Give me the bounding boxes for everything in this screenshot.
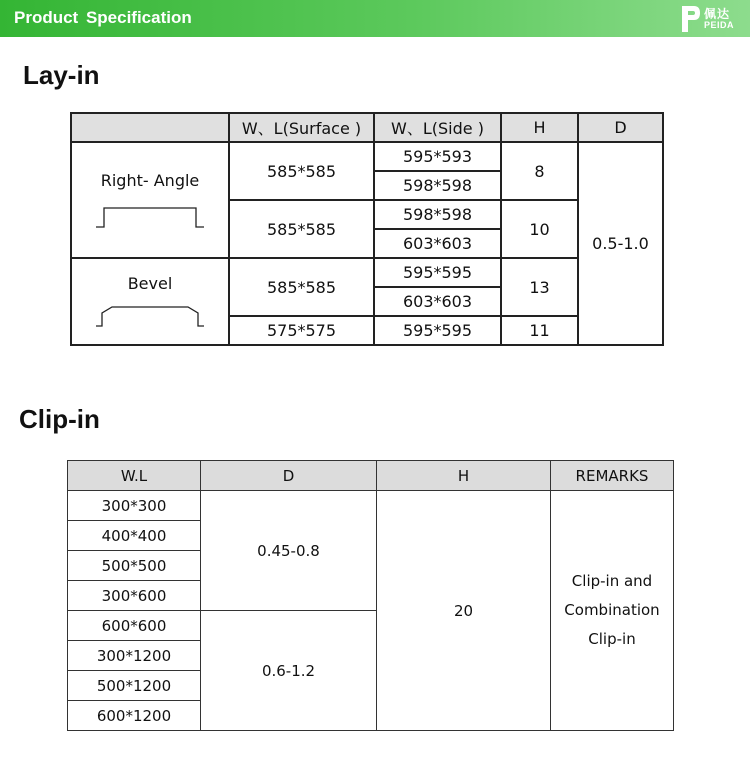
side-cell: 595*595 <box>374 316 501 345</box>
table-row <box>71 258 663 287</box>
wl-cell: 300*300 <box>68 491 201 521</box>
logo-english-text: PEIDA <box>704 20 735 30</box>
remarks-line: Combination <box>564 601 660 619</box>
layin-header-surface: W、L(Surface ) <box>229 113 374 142</box>
table-row <box>68 491 674 521</box>
bevel-label: Bevel <box>127 274 173 293</box>
d-cell: 0.5-1.0 <box>578 142 663 345</box>
d-cell: 0.45-0.8 <box>201 491 377 611</box>
layin-section-title: Lay-in <box>23 60 100 90</box>
banner-title: Product Specification <box>14 8 192 27</box>
side-cell: 598*598 <box>374 171 501 200</box>
wl-cell: 300*1200 <box>68 641 201 671</box>
wl-cell: 600*600 <box>68 611 201 641</box>
header-banner <box>0 0 750 37</box>
surface-cell: 575*575 <box>229 316 374 345</box>
wl-cell: 600*1200 <box>68 701 201 731</box>
side-cell: 598*598 <box>374 200 501 229</box>
layin-header-d: D <box>578 113 663 142</box>
right-angle-profile-icon <box>90 204 210 230</box>
surface-cell: 585*585 <box>229 200 374 258</box>
clipin-header-d: D <box>201 461 377 491</box>
wl-cell: 400*400 <box>68 521 201 551</box>
wl-cell: 300*600 <box>68 581 201 611</box>
surface-cell: 585*585 <box>229 142 374 200</box>
layin-header-row <box>71 113 663 142</box>
table-row <box>71 142 663 171</box>
side-cell: 595*593 <box>374 142 501 171</box>
h-cell: 10 <box>501 200 578 258</box>
clipin-section-title: Clip-in <box>19 404 100 434</box>
h-cell: 13 <box>501 258 578 316</box>
layin-header-type <box>71 113 229 142</box>
side-cell: 595*595 <box>374 258 501 287</box>
side-cell: 603*603 <box>374 287 501 316</box>
h-cell: 20 <box>377 491 551 731</box>
h-cell: 11 <box>501 316 578 345</box>
layin-header-side: W、L(Side ) <box>374 113 501 142</box>
layin-spec-table <box>70 112 664 346</box>
clipin-header-remarks: REMARKS <box>551 461 674 491</box>
bevel-type-cell <box>71 258 229 345</box>
bevel-profile-icon <box>90 303 210 329</box>
d-cell: 0.6-1.2 <box>201 611 377 731</box>
surface-cell: 585*585 <box>229 258 374 316</box>
side-cell: 603*603 <box>374 229 501 258</box>
clipin-spec-table <box>67 460 674 731</box>
remarks-cell <box>551 491 674 731</box>
remarks-line: Clip-in and <box>571 572 653 590</box>
wl-cell: 500*1200 <box>68 671 201 701</box>
right-angle-type-cell <box>71 142 229 258</box>
clipin-header-row <box>68 461 674 491</box>
wl-cell: 500*500 <box>68 551 201 581</box>
layin-header-h: H <box>501 113 578 142</box>
clipin-header-h: H <box>377 461 551 491</box>
clipin-header-wl: W.L <box>68 461 201 491</box>
logo-chinese-text: 佩达 <box>704 7 731 21</box>
h-cell: 8 <box>501 142 578 200</box>
remarks-line: Clip-in <box>588 630 636 648</box>
brand-logo <box>680 3 740 35</box>
logo-p-icon <box>680 4 702 34</box>
right-angle-label: Right- Angle <box>100 170 200 190</box>
